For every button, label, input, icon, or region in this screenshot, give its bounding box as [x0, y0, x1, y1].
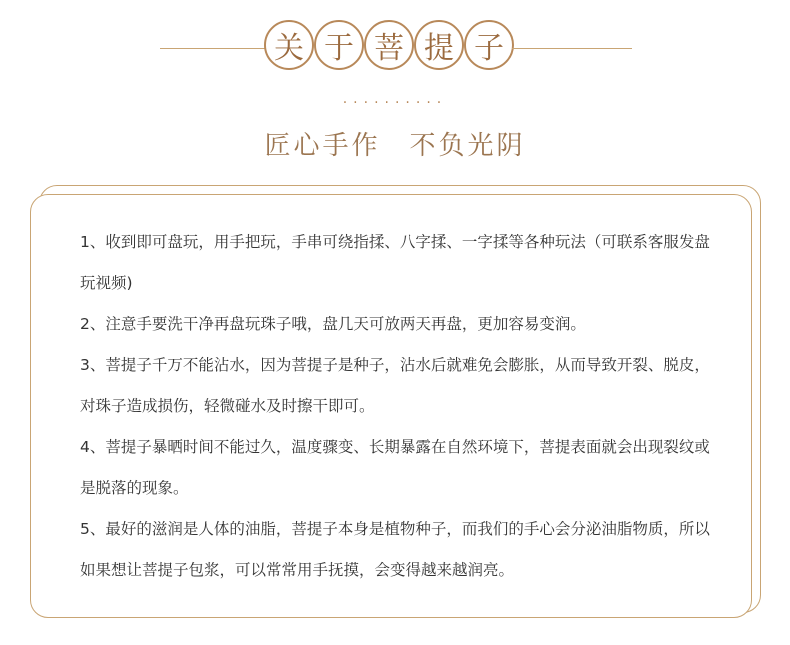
page-subtitle: 匠心手作 不负光阴 [264, 131, 526, 161]
list-item: 2、注意手要洗干净再盘玩珠子哦，盘几天可放两天再盘，更加容易变润。 [80, 315, 586, 333]
title-char: 提 [414, 20, 464, 70]
title-char: 子 [464, 20, 514, 70]
title-circles [264, 20, 516, 76]
title-rule-left [160, 48, 270, 49]
title-banner [0, 18, 790, 78]
dots-divider: ·········· [342, 95, 448, 111]
list-item: 4、菩提子暴晒时间不能过久，温度骤变、长期暴露在自然环境下，菩提表面就会出现裂纹或是脱落的现象。 [80, 438, 710, 497]
list-item: 5、最好的滋润是人体的油脂，菩提子本身是植物种子，而我们的手心会分泌油脂物质，所以如果想让菩提子包浆，可以常常用手抚摸，会变得越来越润亮。 [80, 520, 710, 579]
title-rule-right [512, 48, 632, 49]
care-instructions [80, 222, 720, 591]
title-char: 关 [264, 20, 314, 70]
title-char: 于 [314, 20, 364, 70]
list-item: 1、收到即可盘玩，用手把玩，手串可绕指揉、八字揉、一字揉等各种玩法（可联系客服发盘玩视频) [80, 233, 710, 292]
list-item: 3、菩提子千万不能沾水，因为菩提子是种子，沾水后就难免会膨胀，从而导致开裂、脱皮，对珠子造成损伤，轻微碰水及时擦干即可。 [80, 356, 710, 415]
title-char: 菩 [364, 20, 414, 70]
